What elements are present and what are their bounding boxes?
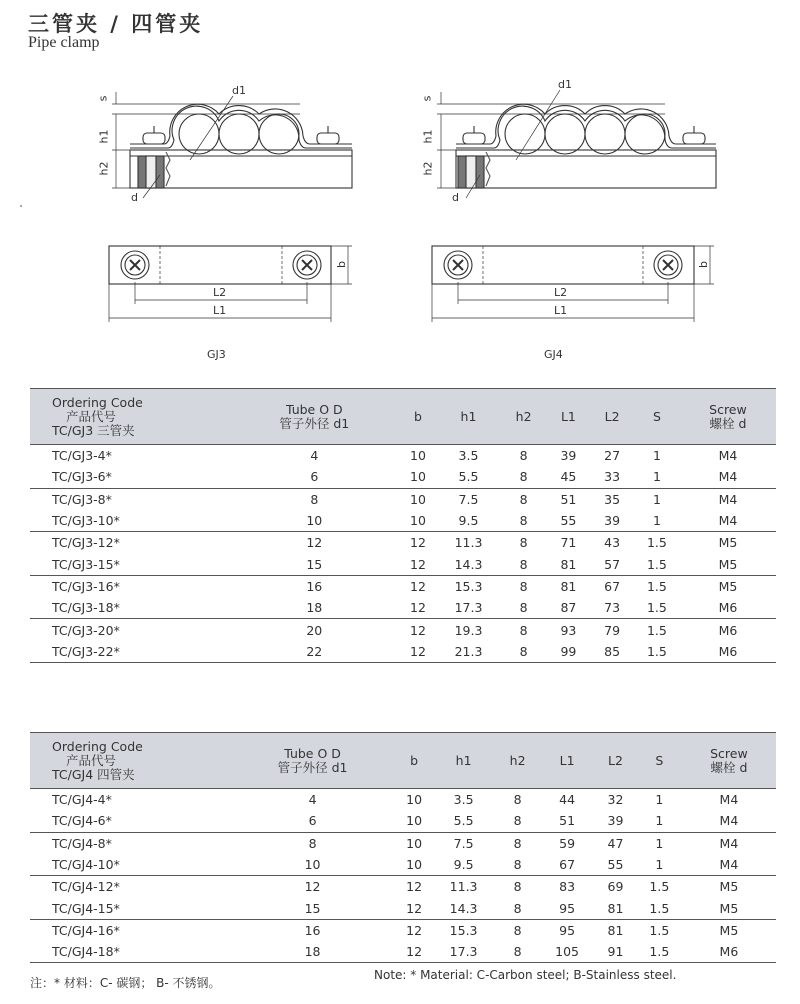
header-line: 螺栓 d	[710, 759, 748, 775]
gj4-screw-right	[683, 126, 705, 144]
spec-cell: 14.3	[432, 897, 495, 919]
col-b: b	[400, 389, 437, 445]
table-row	[30, 510, 776, 532]
spec-cell: 1	[637, 810, 682, 832]
gj3-plan-view	[109, 246, 352, 322]
spec-cell: 5.5	[436, 466, 500, 488]
table-row	[30, 919, 776, 941]
spec-cell: 55	[547, 510, 591, 532]
table-row	[30, 488, 776, 510]
col-ordering-code	[30, 389, 229, 445]
spec-cell: 8	[308, 835, 317, 851]
spec-cell: 1.5	[646, 535, 667, 551]
spec-cell: 12	[406, 879, 423, 895]
spec-cell: M5	[719, 922, 739, 938]
spec-cell: 18	[229, 597, 400, 619]
spec-cell: M6	[682, 941, 776, 963]
spec-cell: 1	[652, 448, 661, 464]
spec-cell: M4	[682, 854, 776, 876]
ordering-code-cell: TC/GJ3-16*	[52, 578, 120, 594]
spec-cell: 12	[396, 897, 432, 919]
spec-cell: 39	[560, 448, 577, 464]
ordering-code-cell: TC/GJ3-12*	[52, 535, 120, 551]
header-line: Ordering Code	[52, 394, 143, 410]
table-row	[30, 941, 776, 963]
header-line: 管子外径 d1	[277, 759, 348, 775]
spec-cell: 1	[652, 491, 661, 507]
spec-cell: 8	[519, 448, 528, 464]
spec-cell: 17.3	[432, 941, 495, 963]
col-h1: h1	[436, 389, 500, 445]
spec-cell: 1	[634, 510, 680, 532]
spec-cell: 1.5	[649, 879, 670, 895]
spec-cell: 22	[229, 641, 400, 663]
spec-cell: 47	[607, 835, 624, 851]
spec-cell: 81	[594, 897, 637, 919]
spec-cell: 8	[519, 491, 528, 507]
spec-cell: 1	[634, 466, 680, 488]
spec-cell: 91	[594, 941, 637, 963]
spec-cell: 8	[501, 510, 547, 532]
spec-cell: 12	[400, 597, 437, 619]
header-line: 产品代号	[66, 752, 117, 768]
spec-cell: 8	[513, 922, 522, 938]
ordering-code-cell: TC/GJ3-20*	[52, 622, 120, 638]
table-row	[30, 897, 776, 919]
spec-cell: 21.3	[436, 641, 500, 663]
spec-cell: 11.3	[449, 879, 478, 895]
dim-d1-gj4: d1	[558, 78, 572, 91]
spec-cell: 1.5	[649, 922, 670, 938]
col-tube-od	[229, 733, 396, 789]
spec-cell: 12	[400, 553, 437, 575]
gj4-side-view	[437, 90, 716, 198]
spec-cell: 9.5	[436, 510, 500, 532]
spec-cell: 1.5	[634, 553, 680, 575]
spec-cell: M4	[718, 448, 738, 464]
gj3-screw-right	[317, 126, 339, 144]
spec-cell: 6	[229, 466, 400, 488]
spec-cell: 83	[559, 879, 576, 895]
header-line: TC/GJ3 三管夹	[52, 422, 135, 438]
spec-cell: 81	[547, 553, 591, 575]
page-title: 三管夹 / 四管夹	[28, 12, 204, 36]
header-line: Screw	[709, 401, 747, 417]
spec-cell: M5	[680, 553, 776, 575]
col-tube-od	[229, 389, 400, 445]
spec-cell: 10	[396, 810, 432, 832]
spec-cell: 3.5	[453, 792, 474, 808]
spec-cell: 79	[604, 622, 621, 638]
spec-cell: 27	[604, 448, 621, 464]
spec-cell: M4	[719, 792, 739, 808]
dim-s-gj3: s	[96, 95, 110, 102]
spec-cell: 73	[590, 597, 634, 619]
spec-cell: 105	[540, 941, 594, 963]
spec-cell: 8	[501, 466, 547, 488]
spec-cell: 18	[229, 941, 396, 963]
header-line: TC/GJ4 四管夹	[52, 766, 135, 782]
spec-cell: 1	[637, 854, 682, 876]
spec-cell: 8	[519, 622, 528, 638]
col-s: S	[634, 389, 680, 445]
dim-L1-gj4: L1	[554, 304, 568, 317]
gj3-side-view	[112, 92, 352, 198]
spec-cell: 12	[306, 535, 323, 551]
spec-cell: 10	[406, 835, 423, 851]
spec-cell: 4	[310, 448, 319, 464]
spec-cell: 87	[547, 597, 591, 619]
gj4-spec-table	[30, 732, 776, 963]
header-line: 产品代号	[66, 408, 117, 424]
table-row	[30, 832, 776, 854]
spec-cell: 20	[306, 622, 323, 638]
header-line: Screw	[710, 745, 748, 761]
table-header-row	[30, 733, 776, 789]
dim-h1-gj4: h1	[421, 129, 435, 144]
gj4-screw-left	[458, 126, 485, 188]
spec-cell: 81	[560, 578, 577, 594]
spec-cell: M4	[680, 466, 776, 488]
spec-cell: 8	[495, 810, 540, 832]
header-line: 螺栓 d	[709, 415, 747, 431]
spec-cell: 8	[519, 535, 528, 551]
dim-L2-gj3: L2	[213, 286, 227, 299]
spec-cell: 8	[519, 578, 528, 594]
table-row	[30, 641, 776, 663]
caption-gj3: GJ3	[207, 348, 226, 361]
col-L2: L2	[594, 733, 637, 789]
spec-cell: 39	[594, 810, 637, 832]
spec-cell: 8	[501, 597, 547, 619]
dim-h1-gj3: h1	[97, 129, 111, 144]
spec-cell: 1	[655, 835, 664, 851]
ordering-code-cell: TC/GJ4-16*	[52, 922, 120, 938]
ordering-code-cell: TC/GJ4-8*	[52, 835, 112, 851]
gj4-plan-view	[432, 246, 714, 322]
spec-cell: 8	[501, 553, 547, 575]
spec-cell: M4	[680, 510, 776, 532]
spec-cell: M5	[719, 879, 739, 895]
spec-cell: 8	[513, 835, 522, 851]
spec-cell: M6	[680, 641, 776, 663]
spec-cell: 32	[607, 792, 624, 808]
spec-cell: 12	[410, 535, 426, 551]
spec-cell: 6	[229, 810, 396, 832]
col-s: S	[637, 733, 682, 789]
spec-cell: 8	[513, 792, 522, 808]
spec-cell: M5	[718, 535, 738, 551]
spec-cell: 10	[410, 448, 426, 464]
spec-cell: 12	[400, 641, 437, 663]
spec-cell: 99	[547, 641, 591, 663]
dim-b-gj3: b	[334, 261, 348, 268]
spec-cell: 10	[229, 510, 400, 532]
spec-cell: 15.3	[449, 922, 478, 938]
ordering-code-cell: TC/GJ3-10*	[30, 510, 229, 532]
header-line: 管子外径 d1	[279, 415, 350, 431]
spec-cell: 55	[594, 854, 637, 876]
spec-cell: 12	[304, 879, 321, 895]
col-h2: h2	[495, 733, 540, 789]
spec-cell: 95	[559, 922, 576, 938]
spec-cell: 12	[410, 578, 426, 594]
note-english: Note: * Material: C-Carbon steel; B-Stainless steel.	[374, 968, 677, 982]
ordering-code-cell: TC/GJ4-6*	[30, 810, 229, 832]
spec-cell: 15	[229, 897, 396, 919]
spec-cell: 1.5	[637, 941, 682, 963]
dim-d-gj4: d	[452, 191, 459, 204]
dim-s-gj4: s	[420, 95, 434, 102]
table-row	[30, 466, 776, 488]
spec-cell: 11.3	[454, 535, 483, 551]
col-L1: L1	[547, 389, 591, 445]
spec-cell: 16	[304, 922, 321, 938]
page-subtitle: Pipe clamp	[28, 34, 100, 51]
spec-cell: 12	[396, 941, 432, 963]
header-line: Tube O D	[284, 745, 341, 761]
spec-cell: 33	[590, 466, 634, 488]
dim-h2-gj3: h2	[97, 161, 111, 176]
spec-cell: 8	[501, 641, 547, 663]
spec-cell: 8	[495, 854, 540, 876]
spec-cell: 14.3	[436, 553, 500, 575]
spec-cell: 10	[410, 491, 426, 507]
spec-cell: 95	[540, 897, 594, 919]
spec-cell: M5	[682, 897, 776, 919]
spec-cell: 44	[559, 792, 576, 808]
spec-cell: 10	[400, 510, 437, 532]
table-body	[30, 789, 776, 963]
spec-cell: M4	[682, 810, 776, 832]
col-ordering-code	[30, 733, 229, 789]
spec-cell: 16	[306, 578, 323, 594]
spec-cell: 12	[406, 922, 423, 938]
ordering-code-cell: TC/GJ4-4*	[52, 792, 112, 808]
spec-cell: 8	[495, 897, 540, 919]
dim-L2-gj4: L2	[554, 286, 568, 299]
spec-cell: 93	[560, 622, 577, 638]
ordering-code-cell: TC/GJ4-12*	[52, 879, 120, 895]
spec-cell: 51	[540, 810, 594, 832]
table-row	[30, 876, 776, 898]
table-header-row	[30, 389, 776, 445]
ordering-code-cell: TC/GJ3-18*	[30, 597, 229, 619]
spec-cell: 1.5	[634, 641, 680, 663]
header-line: Ordering Code	[52, 738, 143, 754]
spec-cell: 45	[547, 466, 591, 488]
table-row	[30, 810, 776, 832]
spec-cell: 1.5	[646, 622, 667, 638]
ordering-code-cell: TC/GJ3-6*	[30, 466, 229, 488]
spec-cell: 17.3	[436, 597, 500, 619]
spec-cell: 4	[308, 792, 317, 808]
spec-cell: M5	[718, 578, 738, 594]
spec-cell: 43	[604, 535, 621, 551]
spec-cell: M6	[680, 597, 776, 619]
col-h1: h1	[432, 733, 495, 789]
ordering-code-cell: TC/GJ4-15*	[30, 897, 229, 919]
table-row	[30, 619, 776, 641]
dim-L1-gj3: L1	[213, 304, 227, 317]
dim-h2-gj4: h2	[421, 161, 435, 176]
spec-cell: 10	[406, 792, 423, 808]
ordering-code-cell: TC/GJ4-10*	[30, 854, 229, 876]
spec-cell: 1.5	[634, 597, 680, 619]
spec-cell: M4	[718, 491, 738, 507]
ordering-code-cell: TC/GJ3-4*	[52, 448, 112, 464]
ordering-code-cell: TC/GJ4-18*	[30, 941, 229, 963]
spec-cell: 12	[410, 622, 426, 638]
ordering-code-cell: TC/GJ3-22*	[30, 641, 229, 663]
spec-cell: 39	[590, 510, 634, 532]
table-row	[30, 575, 776, 597]
spec-cell: 3.5	[458, 448, 479, 464]
table-row	[30, 532, 776, 554]
spec-cell: 19.3	[454, 622, 483, 638]
spec-cell: 15	[229, 553, 400, 575]
col-h2: h2	[501, 389, 547, 445]
gj3-spec-table	[30, 388, 776, 663]
pipe-clamp-drawings	[0, 70, 800, 370]
col-b: b	[396, 733, 432, 789]
table-row	[30, 789, 776, 811]
col-L1: L1	[540, 733, 594, 789]
spec-cell: 7.5	[458, 491, 479, 507]
col-L2: L2	[590, 389, 634, 445]
dim-d-gj3: d	[131, 191, 138, 204]
spec-cell: 67	[540, 854, 594, 876]
spec-cell: M4	[719, 835, 739, 851]
spec-cell: 15.3	[454, 578, 483, 594]
spec-cell: 69	[607, 879, 624, 895]
spec-cell: 10	[396, 854, 432, 876]
table-body	[30, 445, 776, 663]
spec-cell: 81	[607, 922, 624, 938]
table-row	[30, 597, 776, 619]
caption-gj4: GJ4	[544, 348, 563, 361]
table-row	[30, 553, 776, 575]
spec-cell: 5.5	[432, 810, 495, 832]
note-chinese: 注：* 材料：C- 碳钢； B- 不锈钢。	[30, 976, 221, 990]
spec-cell: 8	[513, 879, 522, 895]
spec-cell: 7.5	[453, 835, 474, 851]
dim-d1-gj3: d1	[232, 84, 246, 97]
spec-cell: M6	[718, 622, 738, 638]
spec-cell: 1.5	[637, 897, 682, 919]
spec-cell: 9.5	[432, 854, 495, 876]
spec-cell: 35	[604, 491, 621, 507]
spec-cell: 10	[229, 854, 396, 876]
spec-cell: 67	[604, 578, 621, 594]
ordering-code-cell: TC/GJ3-8*	[52, 491, 112, 507]
header-line: Tube O D	[285, 401, 343, 417]
table-row	[30, 854, 776, 876]
spec-cell: 59	[559, 835, 576, 851]
spec-cell: 71	[560, 535, 577, 551]
spec-cell: 1.5	[646, 578, 667, 594]
gj3-screw-left	[138, 126, 165, 188]
col-screw	[680, 389, 776, 445]
spec-cell: 51	[560, 491, 577, 507]
spec-cell: 85	[590, 641, 634, 663]
spec-cell: 1	[655, 792, 664, 808]
col-screw	[682, 733, 776, 789]
table-row	[30, 445, 776, 467]
spec-cell: 8	[495, 941, 540, 963]
spec-cell: 57	[590, 553, 634, 575]
ordering-code-cell: TC/GJ3-15*	[30, 553, 229, 575]
dim-b-gj4: b	[696, 261, 710, 268]
spec-cell: 8	[310, 491, 319, 507]
spec-cell: 10	[400, 466, 437, 488]
